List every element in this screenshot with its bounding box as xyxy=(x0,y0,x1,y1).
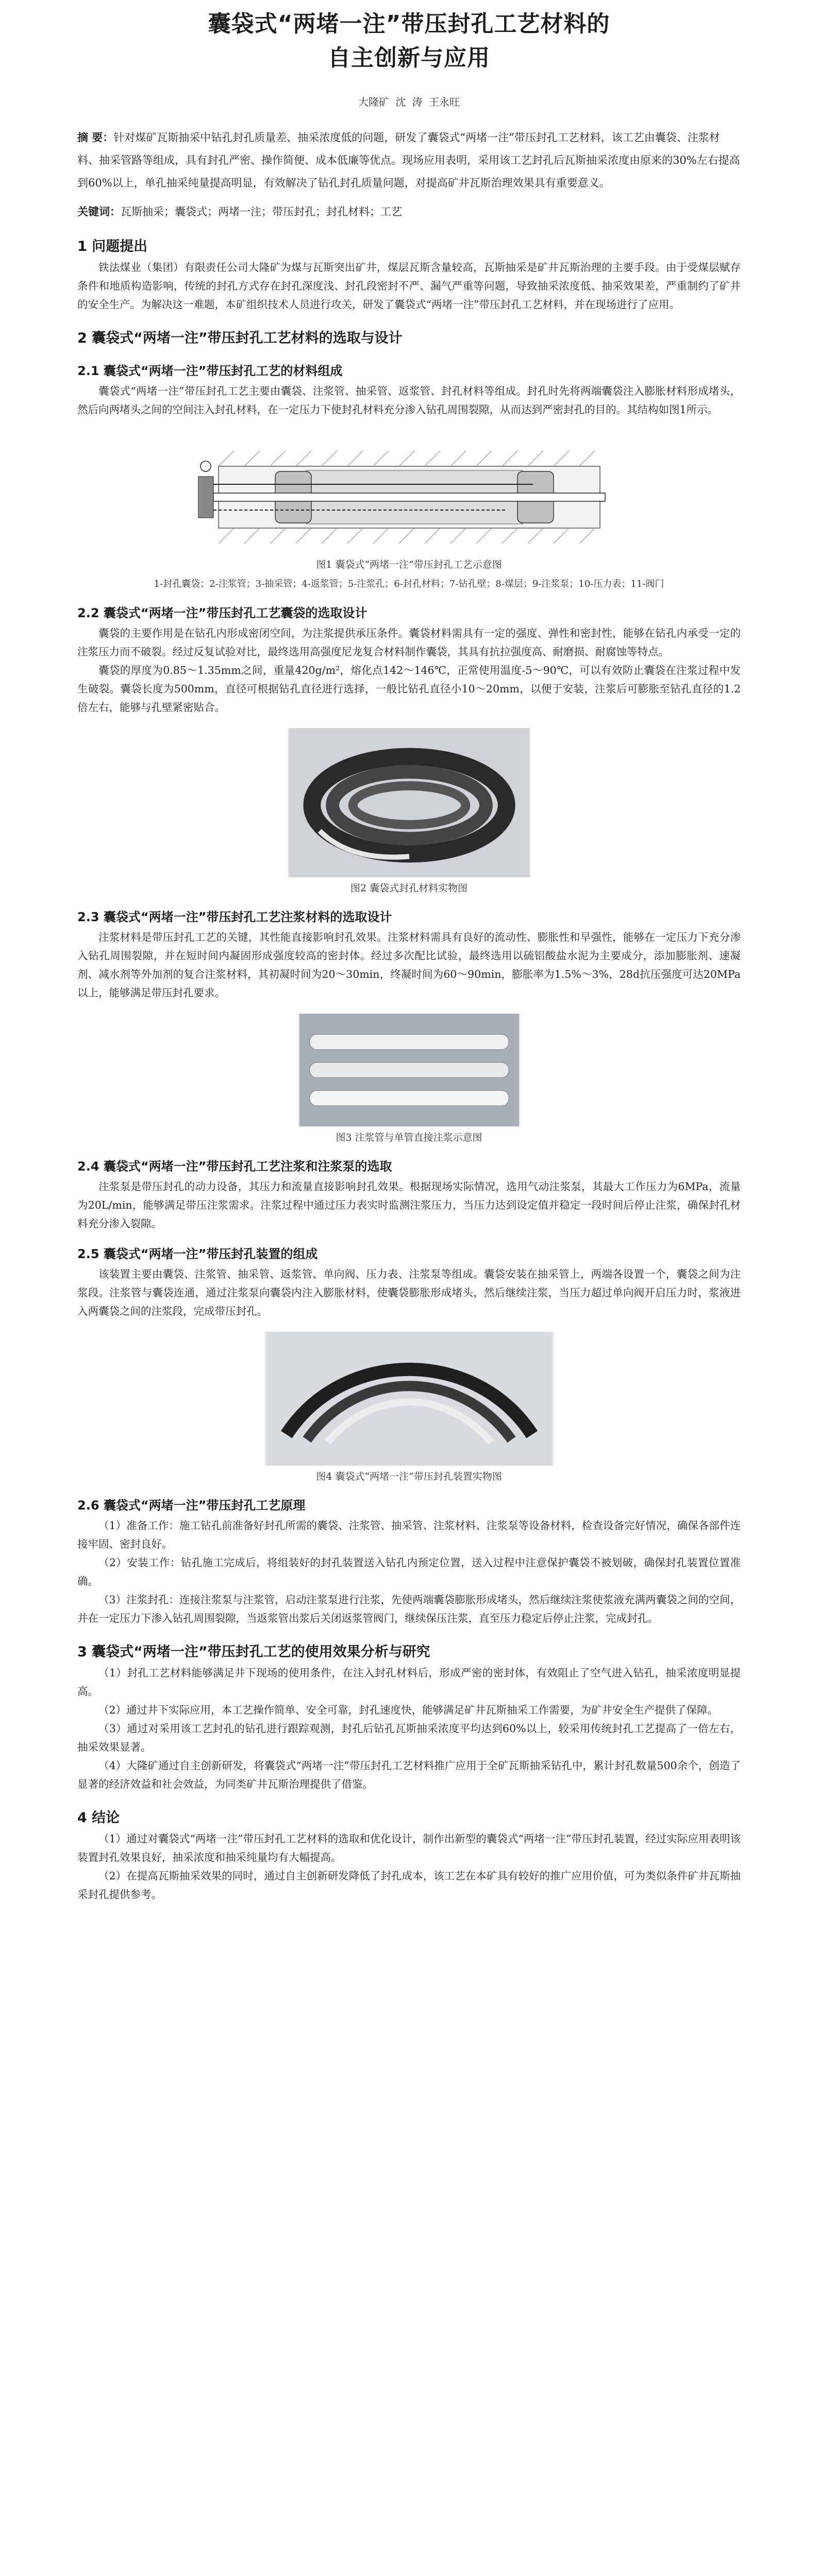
paragraph: 囊袋式“两堵一注”带压封孔工艺主要由囊袋、注浆管、抽采管、返浆管、封孔材料等组成。封孔时先将两端囊袋注入膨胀材料形成堵头，然后向两堵头之间的空间注入封孔材料，在一定压力下使封孔材料充分渗入钻孔周围裂隙，从而达到严密封孔的目的。其结构如图1所示。 xyxy=(77,385,741,416)
paragraph: （4）大隆矿通过自主创新研发，将囊袋式“两堵一注”带压封孔工艺材料推广应用于全矿瓦斯抽采钻孔中，累计封孔数量500余个，创造了显著的经济效益和社会效益，为同类矿井瓦斯治理提供了借鉴。 xyxy=(77,1759,741,1790)
extraction-pipe xyxy=(213,493,605,501)
paragraph: 铁法煤业（集团）有限责任公司大隆矿为煤与瓦斯突出矿井，煤层瓦斯含量较高，瓦斯抽采是矿井瓦斯治理的主要手段。由于受煤层赋存条件和地质构造影响，传统的封孔方式存在封孔深度浅、封孔段密封不严、漏气严重等问题，导致抽采浓度低、抽采效果差，严重制约了矿井的安全生产。为解决这一难题，本矿组织技术人员进行攻关，研发了囊袋式“两堵一注”带压封孔工艺材料，并在现场进行了应用。 xyxy=(77,261,741,311)
paragraph: （2）在提高瓦斯抽采效果的同时，通过自主创新研发降低了封孔成本，该工艺在本矿具有较好的推广应用价值，可为类似条件矿井瓦斯抽采封孔提供参考。 xyxy=(77,1870,741,1901)
section-heading-2: 2 囊袋式“两堵一注”带压封孔工艺材料的选取与设计 xyxy=(77,330,403,346)
subsection-heading-2-1: 2.1 囊袋式“两堵一注”带压封孔工艺的材料组成 xyxy=(77,364,343,378)
section-heading-1: 1 问题提出 xyxy=(77,239,148,255)
paragraph: 注浆泵是带压封孔的动力设备，其压力和流量直接影响封孔效果。根据现场实际情况，选用气动注浆泵，其最大工作压力为6MPa，流量为20L/min，能够满足带压注浆需求。注浆过程中通过压力表实时监测注浆压力，当压力达到设定值并稳定一段时间后停止注浆，确保封孔材料充分渗入裂隙。 xyxy=(77,1180,741,1230)
figure-2-caption: 图2 囊袋式封孔材料实物图 xyxy=(350,883,468,894)
paragraph: （2）安装工作：钻孔施工完成后，将组装好的封孔装置送入钻孔内预定位置，送入过程中注意保护囊袋不被划破，确保封孔装置位置准确。 xyxy=(77,1556,741,1587)
subsection-heading-2-2: 2.2 囊袋式“两堵一注”带压封孔工艺囊袋的选取设计 xyxy=(77,606,368,620)
figure-3-caption: 图3 注浆管与单管直接注浆示意图 xyxy=(336,1132,482,1143)
title-line-1: 囊袋式“两堵一注”带压封孔工艺材料的 xyxy=(208,11,610,37)
keywords xyxy=(77,201,741,222)
pipe-sample-1 xyxy=(309,1035,508,1050)
abstract xyxy=(77,126,741,194)
paragraph: 囊袋的厚度为0.85～1.35mm之间，重量420g/m²，熔化点142～146℃，正常使用温度-5～90℃，可以有效防止囊袋在注浆过程中发生破裂。囊袋长度为500mm，直径可根据钻孔直径进行选择，一般比钻孔直径小10～20mm，以便于安装，注浆后可膨胀至钻孔直径的1.2倍左右，能够与孔壁紧密贴合。 xyxy=(77,664,741,714)
paragraph: （1）封孔工艺材料能够满足井下现场的使用条件，在注入封孔材料后，形成严密的密封体，有效阻止了空气进入钻孔，抽采浓度明显提高。 xyxy=(77,1667,741,1698)
subsection-heading-2-6: 2.6 囊袋式“两堵一注”带压封孔工艺原理 xyxy=(77,1498,306,1513)
paragraph: （1）通过对囊袋式“两堵一注”带压封孔工艺材料的选取和优化设计，制作出新型的囊袋式“两堵一注”带压封孔装置，经过实际应用表明该装置封孔效果良好，抽采浓度和抽采纯量均有大幅提高。 xyxy=(77,1833,741,1863)
section-heading-4: 4 结论 xyxy=(77,1810,120,1826)
paragraph: 注浆材料是带压封孔工艺的关键，其性能直接影响封孔效果。注浆材料需具有良好的流动性、膨胀性和早强性，能够在一定压力下充分渗入钻孔周围裂隙，并在短时间内凝固形成强度较高的密封体。经过多次配比试验，最终选用以硫铝酸盐水泥为主要成分，添加膨胀剂、速凝剂、减水剂等外加剂的复合注浆材料，其初凝时间为20～30min，终凝时间为60～90min，膨胀率为1.5%～3%，28d抗压强度可达20MPa以上，能够满足带压封孔要求。 xyxy=(77,931,741,999)
pipe-sample-3 xyxy=(309,1091,508,1106)
authors: 大隆矿 沈 涛 王永旺 xyxy=(358,96,460,108)
paragraph: （3）注浆封孔：连接注浆泵与注浆管，启动注浆泵进行注浆，先使两端囊袋膨胀形成堵头，然后继续注浆使浆液充满两囊袋之间的空间，并在一定压力下渗入钻孔周围裂隙，当返浆管出浆后关闭返浆管阀门，继续保压注浆，直至压力稳定后停止注浆，完成封孔。 xyxy=(77,1594,741,1624)
figure-1-caption: 图1 囊袋式“两堵一注”带压封孔工艺示意图 xyxy=(316,559,502,570)
figure-2-photo xyxy=(288,728,530,877)
pump-block xyxy=(198,477,213,518)
pressure-gauge-icon xyxy=(201,461,211,471)
paragraph: （1）准备工作：施工钻孔前准备好封孔所需的囊袋、注浆管、抽采管、注浆材料、注浆泵等设备材料，检查设备完好情况，确保各部件连接牢固、密封良好。 xyxy=(77,1519,741,1550)
subsection-heading-2-3: 2.3 囊袋式“两堵一注”带压封孔工艺注浆材料的选取设计 xyxy=(77,910,392,924)
title-block xyxy=(77,0,741,75)
paragraph: （3）通过对采用该工艺封孔的钻孔进行跟踪观测，封孔后钻孔瓦斯抽采浓度平均达到60%以上，较采用传统封孔工艺提高了一倍左右，抽采效果显著。 xyxy=(77,1722,741,1753)
section-heading-3: 3 囊袋式“两堵一注”带压封孔工艺的使用效果分析与研究 xyxy=(77,1644,430,1660)
subsection-heading-2-5: 2.5 囊袋式“两堵一注”带压封孔装置的组成 xyxy=(77,1247,318,1261)
keywords-text: 瓦斯抽采；囊袋式；两堵一注；带压封孔；封孔材料；工艺 xyxy=(121,206,402,218)
pipe-sample-2 xyxy=(309,1062,508,1078)
figure-1-legend: 1-封孔囊袋；2-注浆管；3-抽采管；4-返浆管；5-注浆孔；6-封孔材料；7-钻孔壁；8-煤层；9-注浆泵；10-压力表；11-阀门 xyxy=(154,579,664,589)
subsection-heading-2-4: 2.4 囊袋式“两堵一注”带压封孔工艺注浆和注浆泵的选取 xyxy=(77,1159,392,1174)
paragraph: 该装置主要由囊袋、注浆管、抽采管、返浆管、单向阀、压力表、注浆泵等组成。囊袋安装在抽采管上，两端各设置一个，囊袋之间为注浆段。注浆管与囊袋连通，通过注浆泵向囊袋内注入膨胀材料，使囊袋膨胀形成堵头，然后继续注浆，当压力超过单向阀开启压力时，浆液进入两囊袋之间的注浆段，完成带压封孔。 xyxy=(77,1268,741,1317)
keywords-label: 关键词： xyxy=(77,206,121,218)
paragraph: （2）通过井下实际应用，本工艺操作简单、安全可靠，封孔速度快，能够满足矿井瓦斯抽采工作需要，为矿井安全生产提供了保障。 xyxy=(98,1704,719,1716)
paragraph: 囊袋的主要作用是在钻孔内形成密闭空间，为注浆提供承压条件。囊袋材料需具有一定的强度、弹性和密封性，能够在钻孔内承受一定的注浆压力而不破裂。经过反复试验对比，最终选用高强度尼龙复合材料制作囊袋，其具有抗拉强度高、耐磨损、耐腐蚀等特点。 xyxy=(77,627,741,658)
abstract-text: 针对煤矿瓦斯抽采中钻孔封孔质量差、抽采浓度低的问题，研发了囊袋式“两堵一注”带压封孔工艺材料，该工艺由囊袋、注浆材料、抽采管路等组成，具有封孔严密、操作简便、成本低廉等优点。现场应用表明，采用该工艺封孔后瓦斯抽采浓度由原来的30%左右提高到60%以上，单孔抽采纯量提高明显，有效解决了钻孔封孔质量问题，对提高矿井瓦斯治理效果具有重要意义。 xyxy=(77,131,740,189)
figure-3-photo xyxy=(298,1013,520,1127)
title-line-2: 自主创新与应用 xyxy=(328,45,490,71)
figure-4-caption: 图4 囊袋式“两堵一注”带压封孔装置实物图 xyxy=(316,1471,502,1482)
figure-4-photo xyxy=(265,1332,554,1466)
figure-1-schematic xyxy=(198,430,621,554)
abstract-label: 摘 要： xyxy=(77,131,114,144)
